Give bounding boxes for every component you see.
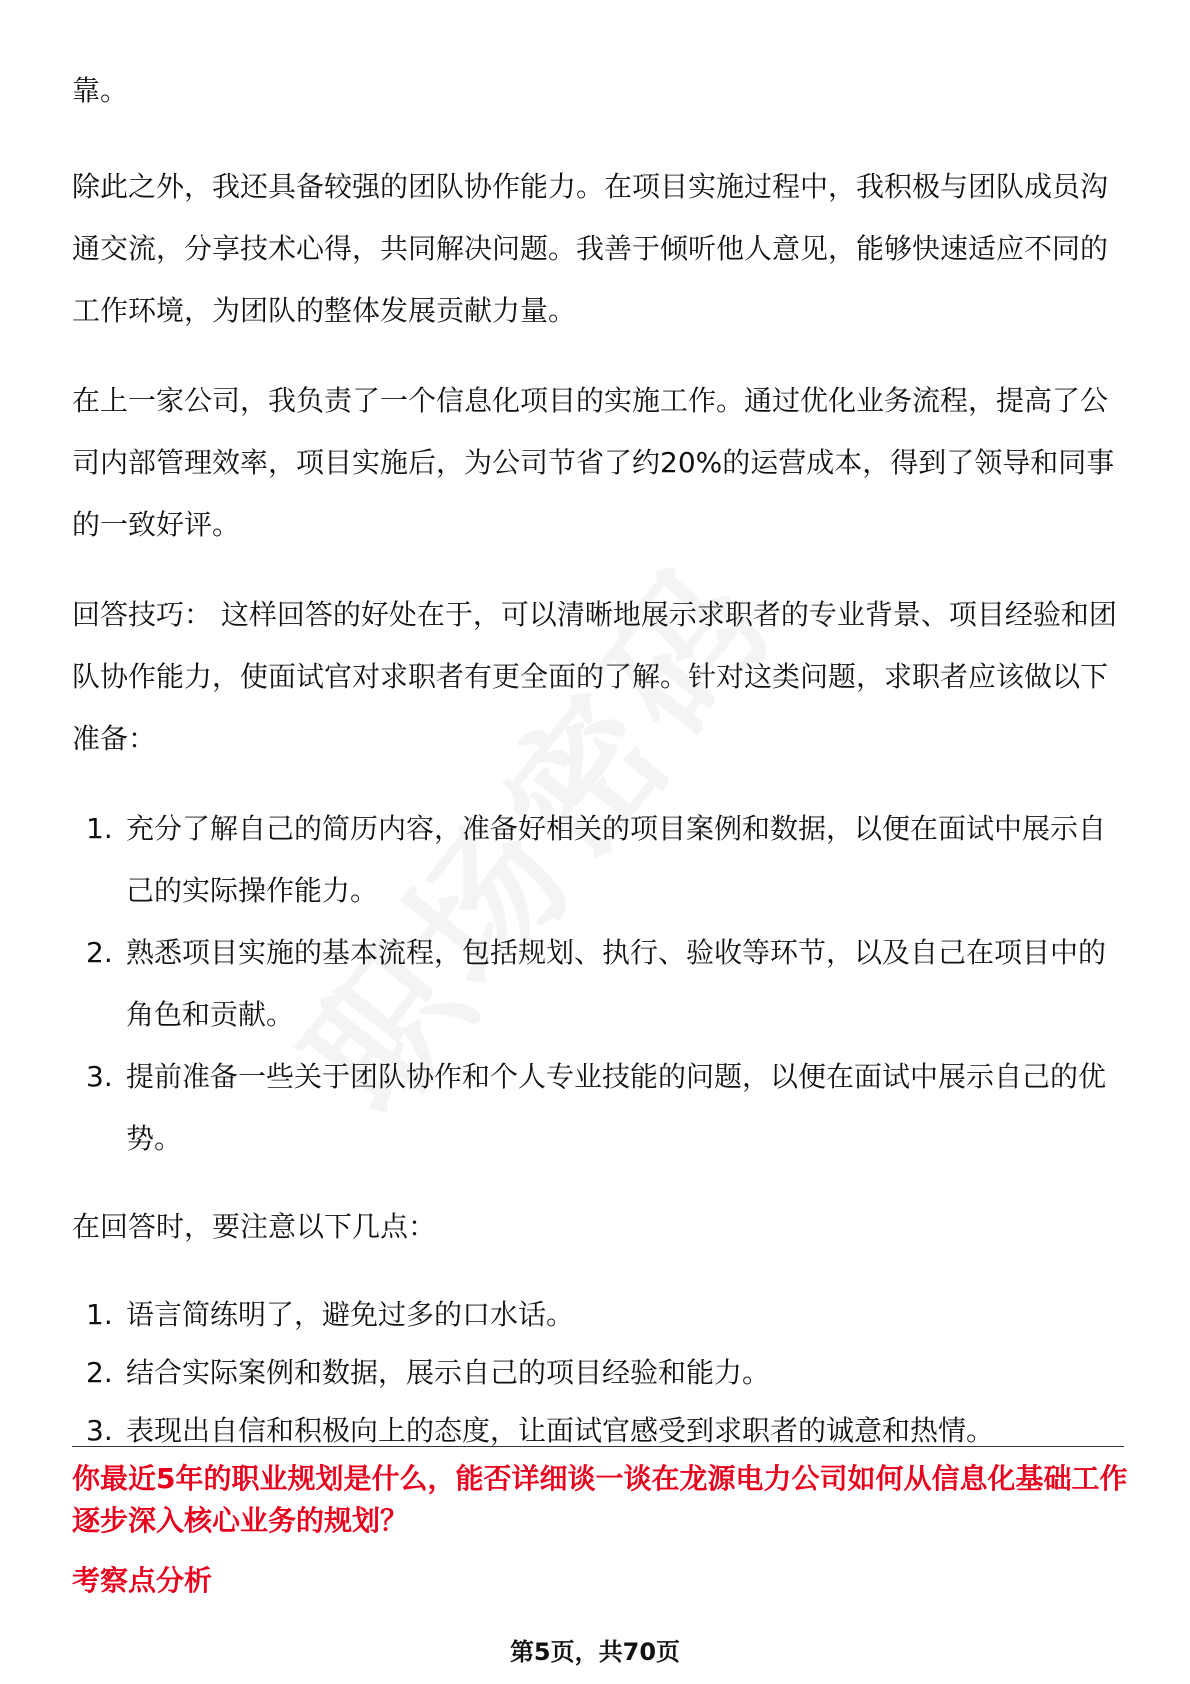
section-title: 考察点分析 <box>72 1564 213 1597</box>
list-item <box>72 798 1122 922</box>
list-item-text: 充分了解自己的简历内容，准备好相关的项目案例和数据，以便在面试中展示自己的实际操作能力。 <box>126 812 1107 907</box>
list-item-text: 表现出自信和积极向上的态度，让面试官感受到求职者的诚意和热情。 <box>126 1414 995 1447</box>
list-number: 2. <box>86 936 113 969</box>
list-item <box>72 1344 1122 1402</box>
paragraph-previous-company: 在上一家公司，我负责了一个信息化项目的实施工作。通过优化业务流程，提高了公司内部管理效率，项目实施后，为公司节省了约20%的运营成本，得到了领导和同事的一致好评。 <box>72 384 1115 541</box>
list-item <box>72 1046 1122 1170</box>
list-item-text: 结合实际案例和数据，展示自己的项目经验和能力。 <box>126 1356 771 1389</box>
interview-question: 你最近5年的职业规划是什么，能否详细谈一谈在龙源电力公司如何从信息化基础工作逐步深入核心业务的规划？ <box>72 1462 1128 1537</box>
paragraph-teamwork: 除此之外，我还具备较强的团队协作能力。在项目实施过程中，我积极与团队成员沟通交流，分享技术心得，共同解决问题。我善于倾听他人意见，能够快速适应不同的工作环境，为团队的整体发展贡献力量。 <box>72 170 1109 327</box>
page-footer: 第5页，共70页 <box>509 1638 681 1666</box>
list-item-text: 熟悉项目实施的基本流程，包括规划、执行、验收等环节，以及自己在项目中的角色和贡献。 <box>126 936 1107 1031</box>
list-number: 2. <box>86 1356 113 1389</box>
paragraph-continuation: 靠。 <box>72 74 129 107</box>
paragraph-answer-tips: 回答技巧： 这样回答的好处在于，可以清晰地展示求职者的专业背景、项目经验和团队协作能力，使面试官对求职者有更全面的了解。针对这类问题，求职者应该做以下准备： <box>72 598 1117 755</box>
list-item-text: 语言简练明了，避免过多的口水话。 <box>126 1298 575 1331</box>
list-number: 1. <box>86 1298 113 1331</box>
list-item <box>72 922 1122 1046</box>
paragraph-notes-intro: 在回答时，要注意以下几点： <box>72 1210 437 1243</box>
section-divider <box>72 1446 1124 1447</box>
list-item-text: 提前准备一些关于团队协作和个人专业技能的问题，以便在面试中展示自己的优势。 <box>126 1060 1107 1155</box>
list-item <box>72 1286 1122 1344</box>
preparation-list <box>72 798 1122 1170</box>
body-content <box>72 60 1122 1486</box>
list-number: 3. <box>86 1060 113 1093</box>
list-number: 3. <box>86 1414 113 1447</box>
list-number: 1. <box>86 812 113 845</box>
list-item <box>72 1402 1122 1460</box>
notes-list <box>72 1286 1122 1460</box>
